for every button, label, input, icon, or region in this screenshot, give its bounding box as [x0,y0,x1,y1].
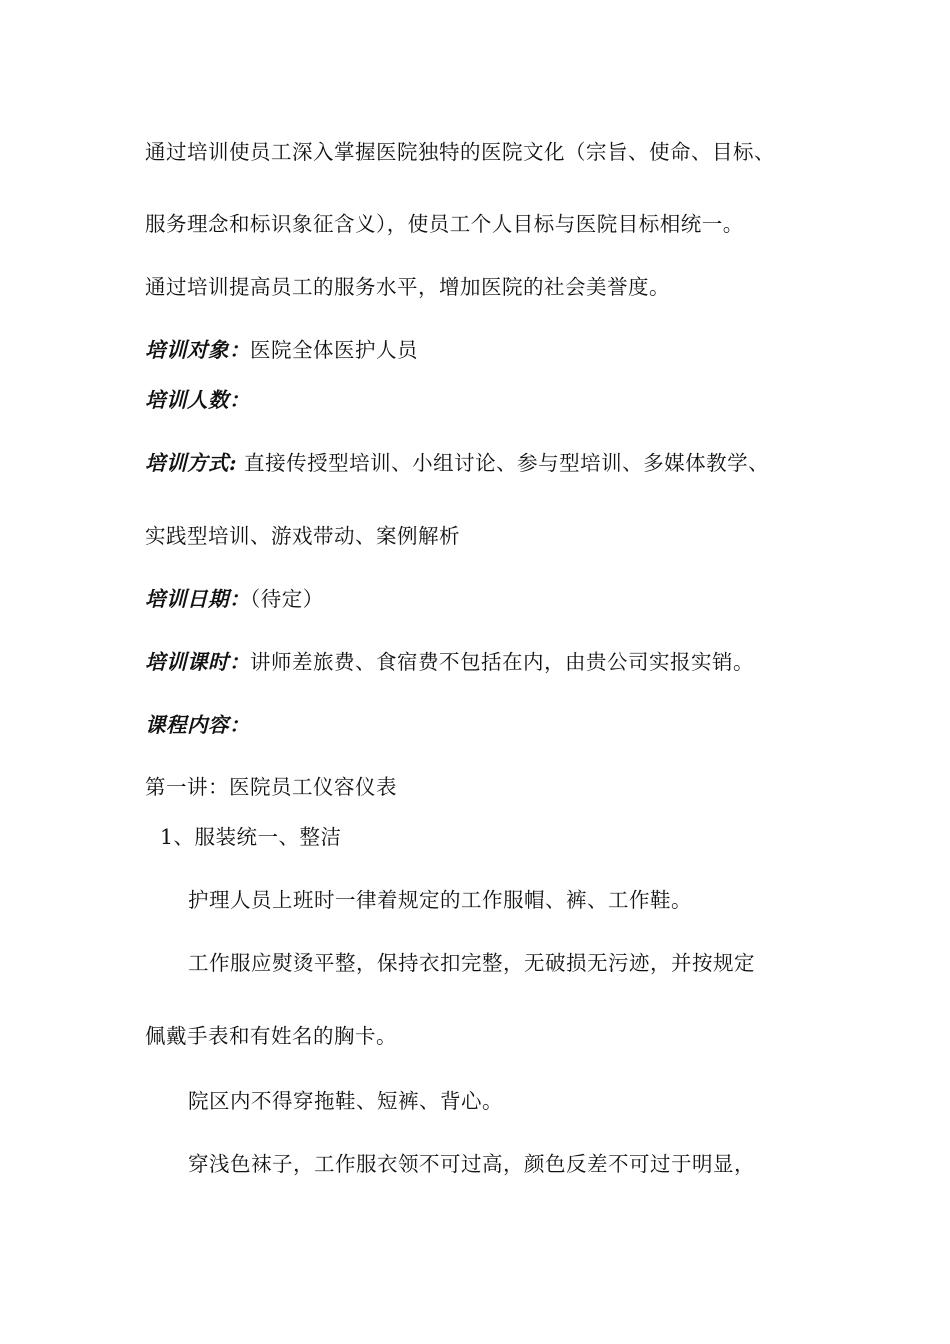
lecture-1-title: 第一讲：医院员工仪容仪表 [145,775,397,799]
lecture-1-paragraph-2: 工作服应熨烫平整，保持衣扣完整，无破损无污迹，并按规定 [188,951,755,975]
training-method-value: 直接传授型培训、小组讨论、参与型培训、多媒体教学、 [237,451,770,475]
training-hours [145,648,754,676]
training-date-label: 培训日期： [145,587,250,611]
lecture-1-paragraph-4: 穿浅色袜子，工作服衣领不可过高，颜色反差不可过于明显， [188,1152,755,1176]
intro-line-3: 通过培训提高员工的服务水平，增加医院的社会美誉度。 [145,275,670,299]
lecture-1-paragraph-3: 院区内不得穿拖鞋、短裤、背心。 [188,1089,503,1113]
course-content-label: 课程内容： [145,713,250,737]
training-target-label: 培训对象： [145,338,250,362]
lecture-1-paragraph-1: 护理人员上班时一律着规定的工作服帽、裤、工作鞋。 [188,888,692,912]
training-hours-label: 培训课时： [145,650,250,674]
training-count [145,386,250,414]
training-target [145,336,418,364]
training-method-label: 培训方式: [145,451,238,475]
course-content [145,711,250,739]
training-date-value: （待定） [250,587,324,611]
lecture-1-item-1: 1、服装统一、整洁 [160,825,342,849]
training-target-value: 医院全体医护人员 [250,338,418,362]
intro-line-1: 通过培训使员工深入掌握医院独特的医院文化（宗旨、使命、目标、 [145,140,775,164]
training-count-label: 培训人数： [145,388,250,412]
training-hours-value: 讲师差旅费、食宿费不包括在内，由贵公司实报实销。 [250,650,754,674]
lecture-1-paragraph-2-continued: 佩戴手表和有姓名的胸卡。 [145,1024,397,1048]
training-method [145,449,769,477]
training-date [145,585,324,613]
training-method-continued: 实践型培训、游戏带动、案例解析 [145,524,460,548]
intro-line-2: 服务理念和标识象征含义），使员工个人目标与医院目标相统一。 [145,212,744,236]
